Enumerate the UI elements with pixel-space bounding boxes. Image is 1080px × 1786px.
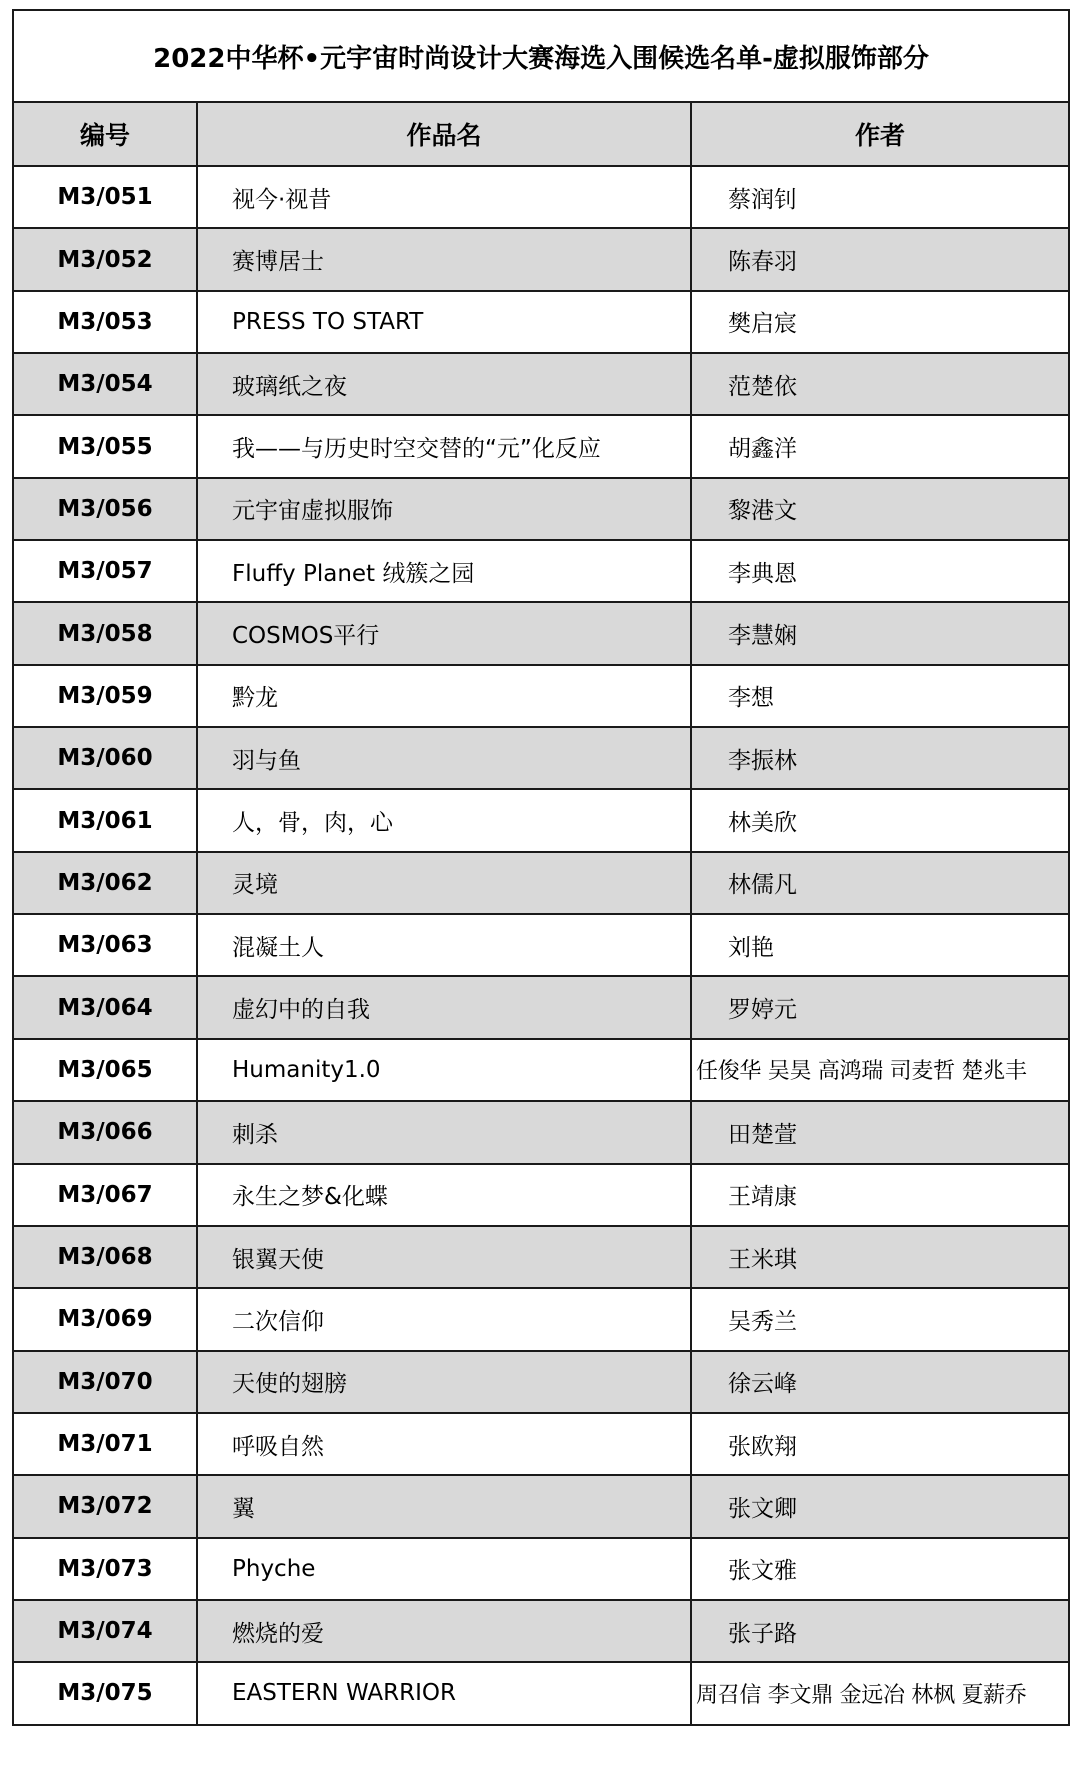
header-work: 作品名 — [197, 102, 691, 166]
table-row — [13, 415, 1069, 477]
entry-work-title: 玻璃纸之夜 — [197, 353, 691, 415]
entry-work-title: 刺杀 — [197, 1101, 691, 1163]
table-row — [13, 1164, 1069, 1226]
entry-work-title: 元宇宙虚拟服饰 — [197, 478, 691, 540]
entry-work-title: 二次信仰 — [197, 1288, 691, 1350]
entry-author: 王靖康 — [691, 1164, 1069, 1226]
entry-author: 罗婷元 — [691, 976, 1069, 1038]
table-body — [13, 166, 1069, 1725]
entry-author: 蔡润钊 — [691, 166, 1069, 228]
entry-work-title: PRESS TO START — [197, 291, 691, 353]
entry-author: 张子路 — [691, 1600, 1069, 1662]
entry-author: 王米琪 — [691, 1226, 1069, 1288]
entry-id: M3/053 — [13, 291, 197, 353]
entry-author: 陈春羽 — [691, 228, 1069, 290]
entry-id: M3/064 — [13, 976, 197, 1038]
table-row — [13, 1475, 1069, 1537]
entry-work-title: 视今·视昔 — [197, 166, 691, 228]
table-row — [13, 1039, 1069, 1101]
entry-id: M3/059 — [13, 665, 197, 727]
table-row — [13, 727, 1069, 789]
entry-work-title: 永生之梦&化蝶 — [197, 1164, 691, 1226]
entry-work-title: 人，骨，肉，心 — [197, 789, 691, 851]
entry-author: 吴秀兰 — [691, 1288, 1069, 1350]
entry-work-title: 银翼天使 — [197, 1226, 691, 1288]
table-row — [13, 1288, 1069, 1350]
entry-id: M3/056 — [13, 478, 197, 540]
entry-id: M3/054 — [13, 353, 197, 415]
entry-work-title: 黔龙 — [197, 665, 691, 727]
entry-author: 范楚依 — [691, 353, 1069, 415]
entry-author: 樊启宸 — [691, 291, 1069, 353]
entry-author: 张文雅 — [691, 1538, 1069, 1600]
header-id: 编号 — [13, 102, 197, 166]
entry-work-title: EASTERN WARRIOR — [197, 1662, 691, 1724]
entry-id: M3/065 — [13, 1039, 197, 1101]
table-row — [13, 789, 1069, 851]
entry-id: M3/071 — [13, 1413, 197, 1475]
entry-work-title: Humanity1.0 — [197, 1039, 691, 1101]
entry-id: M3/070 — [13, 1351, 197, 1413]
table-row — [13, 914, 1069, 976]
entry-work-title: 羽与鱼 — [197, 727, 691, 789]
entry-work-title: 混凝土人 — [197, 914, 691, 976]
header-author: 作者 — [691, 102, 1069, 166]
entry-id: M3/067 — [13, 1164, 197, 1226]
table-row — [13, 478, 1069, 540]
entry-work-title: Phyche — [197, 1538, 691, 1600]
table-row — [13, 1226, 1069, 1288]
entry-id: M3/063 — [13, 914, 197, 976]
entry-work-title: 赛博居士 — [197, 228, 691, 290]
entry-id: M3/069 — [13, 1288, 197, 1350]
page-title: 2022中华杯•元宇宙时尚设计大赛海选入围候选名单-虚拟服饰部分 — [13, 10, 1069, 102]
entry-author: 李想 — [691, 665, 1069, 727]
entry-author: 李慧娴 — [691, 602, 1069, 664]
table-row — [13, 1662, 1069, 1724]
entry-id: M3/057 — [13, 540, 197, 602]
entry-work-title: COSMOS平行 — [197, 602, 691, 664]
table-row — [13, 1351, 1069, 1413]
entry-author: 任俊华 吴昊 高鸿瑞 司麦哲 楚兆丰 — [691, 1039, 1069, 1101]
entry-id: M3/074 — [13, 1600, 197, 1662]
entry-author: 胡鑫洋 — [691, 415, 1069, 477]
entry-work-title: 灵境 — [197, 852, 691, 914]
entry-id: M3/062 — [13, 852, 197, 914]
entry-id: M3/066 — [13, 1101, 197, 1163]
table-row — [13, 852, 1069, 914]
entry-work-title: 翼 — [197, 1475, 691, 1537]
entry-author: 张文卿 — [691, 1475, 1069, 1537]
entry-id: M3/051 — [13, 166, 197, 228]
entry-author: 周召信 李文鼎 金远冶 林枫 夏薪乔 — [691, 1662, 1069, 1724]
candidate-list-sheet — [12, 9, 1068, 1726]
table-row — [13, 540, 1069, 602]
entry-id: M3/052 — [13, 228, 197, 290]
table-row — [13, 228, 1069, 290]
table-row — [13, 602, 1069, 664]
entry-author: 李振林 — [691, 727, 1069, 789]
entry-work-title: 虚幻中的自我 — [197, 976, 691, 1038]
entry-author: 徐云峰 — [691, 1351, 1069, 1413]
entry-work-title: Fluffy Planet 绒簇之园 — [197, 540, 691, 602]
entry-id: M3/068 — [13, 1226, 197, 1288]
entry-id: M3/073 — [13, 1538, 197, 1600]
candidate-table — [12, 9, 1070, 1726]
entry-id: M3/058 — [13, 602, 197, 664]
entry-id: M3/072 — [13, 1475, 197, 1537]
entry-work-title: 天使的翅膀 — [197, 1351, 691, 1413]
table-row — [13, 665, 1069, 727]
table-row — [13, 1413, 1069, 1475]
entry-author: 张欧翔 — [691, 1413, 1069, 1475]
entry-id: M3/075 — [13, 1662, 197, 1724]
table-row — [13, 1600, 1069, 1662]
entry-id: M3/055 — [13, 415, 197, 477]
entry-author: 刘艳 — [691, 914, 1069, 976]
entry-author: 黎港文 — [691, 478, 1069, 540]
table-row — [13, 976, 1069, 1038]
title-row — [13, 10, 1069, 102]
entry-author: 李典恩 — [691, 540, 1069, 602]
table-row — [13, 166, 1069, 228]
entry-author: 田楚萱 — [691, 1101, 1069, 1163]
table-row — [13, 291, 1069, 353]
table-row — [13, 353, 1069, 415]
entry-author: 林儒凡 — [691, 852, 1069, 914]
header-row — [13, 102, 1069, 166]
table-row — [13, 1101, 1069, 1163]
entry-work-title: 呼吸自然 — [197, 1413, 691, 1475]
entry-work-title: 燃烧的爱 — [197, 1600, 691, 1662]
entry-author: 林美欣 — [691, 789, 1069, 851]
entry-id: M3/060 — [13, 727, 197, 789]
table-row — [13, 1538, 1069, 1600]
entry-id: M3/061 — [13, 789, 197, 851]
entry-work-title: 我——与历史时空交替的“元”化反应 — [197, 415, 691, 477]
